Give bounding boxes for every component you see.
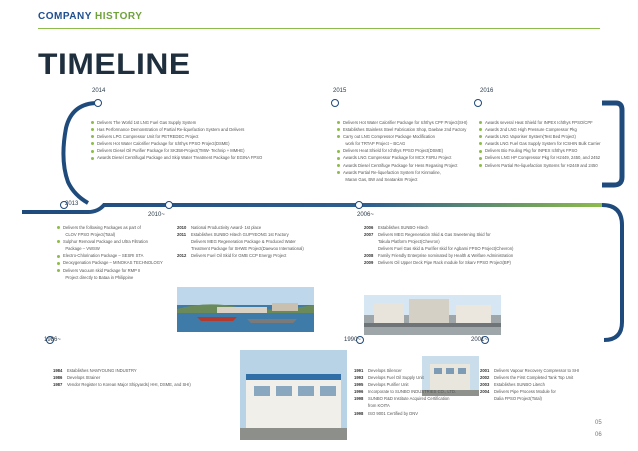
event-row: [53, 374, 191, 381]
list-1990: [354, 367, 456, 417]
list-2013: [57, 224, 163, 281]
list-2001: [480, 367, 579, 402]
list-item: Awards Diesel Centrifugal Package and Skip Water Treatment Package for EGINA FPSO: [91, 154, 262, 161]
list-item: Has Performance Demonstration of Partial Re-liquefaction System and Delivers: [91, 126, 262, 133]
list-2015: [337, 119, 467, 183]
event-text: Incorporate to SUNBO INDUSTRIES CO., LTD.: [368, 389, 457, 395]
event-year: 1984: [53, 368, 63, 373]
event-year: 2010: [177, 225, 187, 230]
list-item: Awards several Heat Shield for INPEX Ichthys FPSO/CPF: [479, 119, 601, 126]
marker-2010: [165, 201, 173, 209]
event-row: [354, 402, 456, 409]
list-item: CLOV FPSO Project(Total): [63, 232, 116, 238]
event-row: [364, 259, 513, 266]
page-number: 05: [595, 420, 602, 426]
list-item: Delivers LNG HP Compressor Pkg for H2449, 2450, and 2452: [479, 154, 601, 161]
event-year: 1998: [354, 410, 364, 416]
event-text: Establishes SUNBO Litetch: [494, 382, 545, 388]
event-year: 1996: [354, 389, 364, 395]
event-year: 1987: [53, 382, 63, 388]
event-row: [354, 374, 456, 381]
list-2006: [364, 224, 513, 267]
event-text: Develops Purifier Unit: [368, 382, 409, 388]
event-year: 1995: [354, 382, 364, 388]
year-2015: 2015: [333, 88, 347, 94]
year-2014: 2014: [92, 88, 106, 94]
list-item: Electro-Chlorination Package – SESRI STA: [57, 252, 163, 259]
page-number: 06: [595, 432, 602, 438]
event-row: [480, 395, 579, 402]
list-item: Maran Gas, BW and Seatankm Project: [343, 176, 418, 182]
list-item: Delivers The World 1st LNG Fuel Gas Supply System: [91, 119, 262, 126]
list-item: Awards Partial Re-liquefaction System for Kinmaline,: [337, 169, 467, 176]
photo-factory-1986: [240, 350, 347, 440]
event-row: [480, 374, 579, 381]
event-year: [177, 238, 191, 245]
year-2001: 2001~: [471, 337, 488, 343]
event-row: [354, 367, 456, 374]
event-year: [354, 402, 368, 409]
event-year: [480, 395, 494, 402]
list-1986: [53, 367, 191, 388]
header-company: COMPANY: [38, 11, 92, 22]
plant-image: [364, 295, 501, 335]
event-row: [177, 231, 304, 238]
event-text: Delivers Oil Upper Deck Pipe Rack module for Skarv FPSO Project(BP): [378, 260, 511, 266]
event-text: National Productivity Award- 1st place: [191, 225, 262, 230]
event-text: Develops Strainer: [67, 375, 101, 381]
event-year: [364, 238, 378, 245]
shipyard-image: [177, 287, 314, 332]
event-year: [364, 245, 378, 252]
event-row: [480, 367, 579, 374]
event-text: Treatment Package for SHWE Project(Daewoo International): [191, 246, 304, 252]
event-year: [177, 245, 191, 252]
event-text: Establishes SUNBO Hitech GUPYEONG 1st Factory: [191, 232, 289, 238]
list-item: Delivers Diesel Oil Purifier Package for SK358-Project(TMW- Technip + MMHE): [91, 147, 262, 154]
list-item: work for TRTAP Project – BCAG: [343, 141, 406, 147]
event-year: 2011: [177, 232, 187, 238]
event-row: [177, 252, 304, 259]
list-item: Awards LNG Compressor Package for MCX FSRU Project: [337, 154, 467, 161]
year-1986: 1986~: [44, 337, 61, 343]
event-text: Delivers the First Completed Tank Top Unit: [494, 375, 574, 381]
list-2010: [177, 224, 304, 259]
event-text: Delivers Vapour Recovery Compressor to SHI: [494, 368, 580, 373]
event-text: Family Friendly Enterprise nominated by Health & Welfare Administration: [378, 253, 514, 259]
event-text: Establishes SUNBO Hitech: [378, 225, 429, 230]
event-text: Delivers Pipe Process Module for: [494, 389, 556, 395]
event-text: Delivers MEG Regeneration Package & Produced Water: [191, 239, 296, 245]
list-2016: [479, 119, 601, 169]
event-year: 2003: [480, 382, 490, 388]
list-item: Establishes Stainless Steel Fabrication Shop, Daebae 2nd Factory: [337, 126, 467, 133]
list-item: Delivers the following Packages as part of: [57, 224, 163, 231]
list-item: Delivers Heat Shield for Ichthys FPSO Project(DSME): [337, 147, 467, 154]
event-text: Delivers MEG Regeneration Skid & Gas Sweetening Skid for: [378, 232, 491, 238]
event-text: ISO 9001 Certified by DNV: [368, 410, 419, 416]
event-row: [354, 388, 456, 395]
event-year: 2008: [364, 253, 374, 259]
event-row: [53, 381, 191, 388]
event-row: [354, 395, 456, 402]
list-item: Deoxygenation Package – MINOKAS TECHNOLOGY: [57, 259, 163, 266]
photo-shipyard-2010: [177, 287, 314, 332]
event-text: Dalia FPSO Project(Total): [494, 396, 542, 402]
year-2006: 2006~: [357, 212, 374, 218]
event-row: [364, 238, 513, 245]
event-text: Develops Fuel Oil Supply Unit: [368, 375, 424, 381]
list-item: Awards LNG Fuel Gas Supply System for ICSHIN Bulk Carrier: [479, 140, 601, 147]
event-text: Develops Silencer: [368, 368, 402, 373]
event-row: [53, 367, 191, 374]
event-row: [364, 245, 513, 252]
event-year: 1993: [354, 375, 364, 381]
list-item: Sulphur Removal Package and Ultra Filtration: [57, 238, 163, 245]
event-row: [354, 381, 456, 388]
event-year: 2004: [480, 389, 490, 395]
list-item: Package – VWSW: [63, 246, 100, 252]
list-item: Delivers Hot Water Calorifier Package for Ichthys FPSO Project(DSME): [91, 140, 262, 147]
list-2014: [91, 119, 262, 162]
event-year: 1998: [354, 396, 364, 402]
marker-2014: [94, 99, 102, 107]
event-year: 2009: [364, 260, 374, 266]
list-item: Delivers Vacuum skid Package for RMP II: [57, 267, 163, 274]
list-item: Carry out LNG Compressor Package Modification: [337, 133, 467, 140]
year-2010: 2010~: [148, 212, 165, 218]
event-row: [480, 388, 579, 395]
event-text: from KOITA: [368, 403, 390, 409]
event-year: 1986: [53, 375, 63, 381]
year-2016: 2016: [480, 88, 494, 94]
list-item: Awards 2nd LNG High Pressure Compressor Pkg: [479, 126, 601, 133]
factory-image: [240, 350, 347, 440]
list-item: Awards LNG Vaporiser System(Test Bed Project): [479, 133, 601, 140]
list-item: Delivers Partial Re-liquefaction Systems for H2449 and 2450: [479, 162, 601, 169]
event-row: [364, 231, 513, 238]
event-row: [480, 381, 579, 388]
event-row: [364, 252, 513, 259]
year-1990: 1990~: [344, 337, 361, 343]
event-row: [177, 238, 304, 245]
list-item: Project directly to Bataa in Philippine: [63, 274, 134, 280]
event-text: Takula Platform Project(Chevron): [378, 239, 440, 245]
event-text: Delivers Fuel Oil Skid for GMB CCP Energy Project: [191, 253, 287, 259]
event-year: 2001: [480, 368, 490, 373]
header-history: HISTORY: [94, 11, 143, 22]
event-row: [177, 224, 304, 231]
event-row: [177, 245, 304, 252]
event-row: [364, 224, 513, 231]
event-text: Vendor Register to Korean Major Shipyards( HHI, DSME, and SHI): [67, 382, 191, 388]
marker-2015: [331, 99, 339, 107]
event-text: Delivers Fuel Gas skid & Purifier skid for Agbami FPSO Project(Chevron): [378, 246, 514, 252]
list-item: Delivers Bio Fouling Pkg for INPEX Ichthys FPSO: [479, 147, 601, 154]
event-year: 2012: [177, 253, 187, 259]
event-text: Establishes NAMYOUNG INDUSTRY: [67, 368, 137, 373]
event-row: [354, 410, 456, 417]
list-item: Delivers LPG Compressor Unit for PETREDEC Project: [91, 133, 262, 140]
list-item: Awards Diesel Centrifuge Package for Hess Regasing Project: [337, 162, 467, 169]
list-item: Delivers Hot Water Calorifier Package for Ichthys CPF Project(SHI): [337, 119, 467, 126]
event-text: SUNBO R&D Institute Acquired Certification: [368, 396, 450, 402]
page-title: TIMELINE: [38, 48, 191, 81]
photo-plant-2006: [364, 295, 501, 335]
year-2013: 2013: [65, 201, 79, 207]
event-year: 2002: [480, 375, 490, 381]
marker-2006: [355, 201, 363, 209]
marker-2016: [474, 99, 482, 107]
event-year: 2007: [364, 232, 374, 238]
event-year: 2006: [364, 225, 374, 230]
event-year: 1991: [354, 368, 364, 373]
